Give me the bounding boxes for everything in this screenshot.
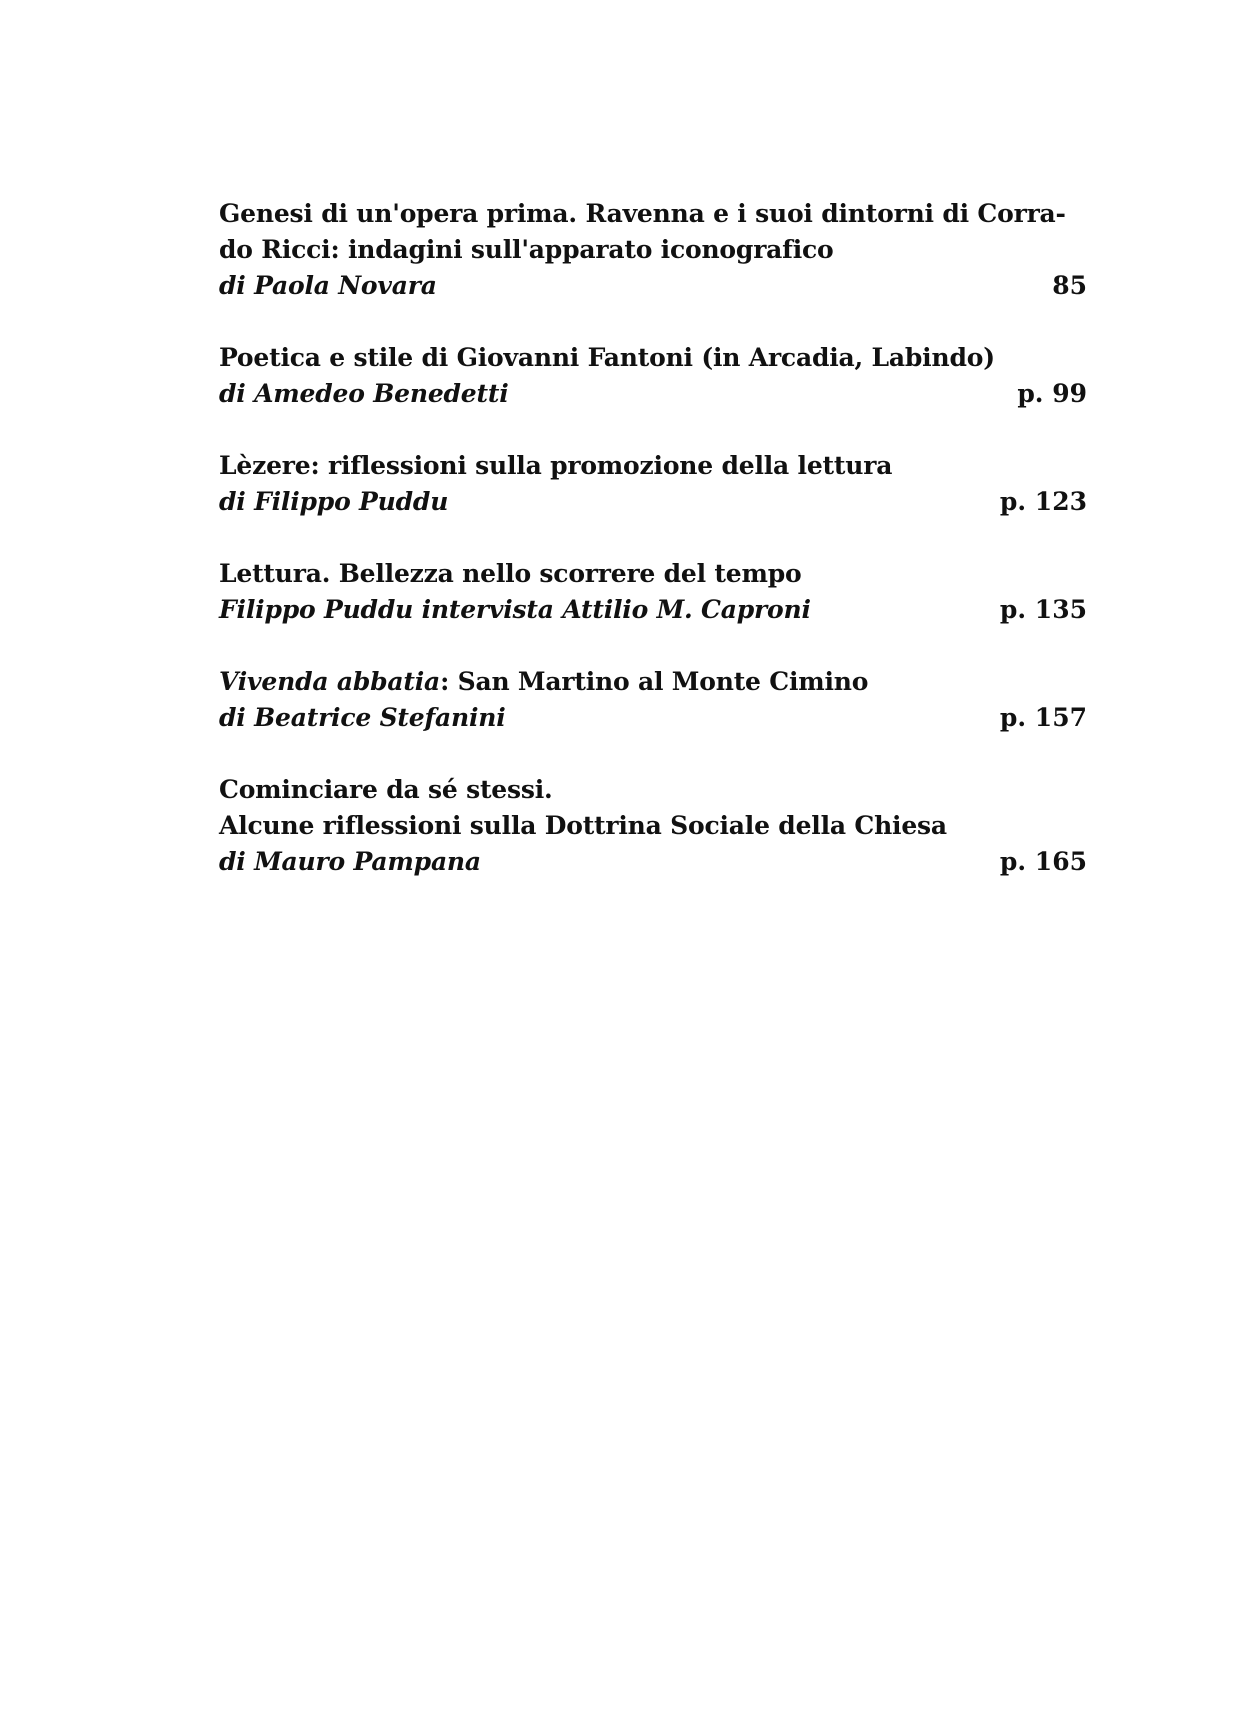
entry-title-line: Cominciare da sé stessi. [219, 775, 553, 804]
entry-author: di Mauro Pampana [219, 847, 481, 876]
entry-author: di Amedeo Benedetti [219, 379, 509, 408]
entry-page-number: 85 [1052, 271, 1087, 300]
entry-page-number: p. 135 [999, 595, 1087, 624]
entry-title-line: do Ricci: indagini sull'apparato iconografico [219, 235, 834, 264]
entry-title-line: Genesi di un'opera prima. Ravenna e i suoi dintorni di Corra- [219, 199, 1066, 228]
entry-author-row [219, 844, 1087, 880]
entry-title-line: Alcune riflessioni sulla Dottrina Sociale della Chiesa [219, 811, 947, 840]
entry-title-line: Poetica e stile di Giovanni Fantoni (in Arcadia, Labindo) [219, 343, 995, 372]
entry-author: di Beatrice Stefanini [219, 703, 506, 732]
entry-page-number: p. 165 [999, 847, 1087, 876]
entry-title-line: Lettura. Bellezza nello scorrere del tempo [219, 559, 802, 588]
toc-entry [219, 196, 1087, 304]
entry-author-row [219, 376, 1087, 412]
entry-title-line: Lèzere: riflessioni sulla promozione della lettura [219, 451, 893, 480]
entry-author-row [219, 484, 1087, 520]
toc-entry [219, 340, 1087, 412]
entry-author: Filippo Puddu intervista Attilio M. Caproni [219, 595, 811, 624]
toc-entry [219, 556, 1087, 628]
entry-page-number: p. 157 [999, 703, 1087, 732]
entry-author: di Filippo Puddu [219, 487, 449, 516]
table-of-contents [219, 196, 1087, 916]
entry-title-rest: : San Martino al Monte Cimino [440, 667, 869, 696]
entry-title-line [219, 664, 1087, 700]
entry-author-row [219, 700, 1087, 736]
entry-author-row [219, 592, 1087, 628]
entry-page-number: p. 123 [999, 487, 1087, 516]
entry-author-row [219, 268, 1087, 304]
toc-entry [219, 772, 1087, 880]
entry-author: di Paola Novara [219, 271, 437, 300]
toc-entry [219, 664, 1087, 736]
entry-page-number: p. 99 [1017, 379, 1087, 408]
entry-title-italic: Vivenda abbatia [219, 667, 441, 696]
toc-entry [219, 448, 1087, 520]
